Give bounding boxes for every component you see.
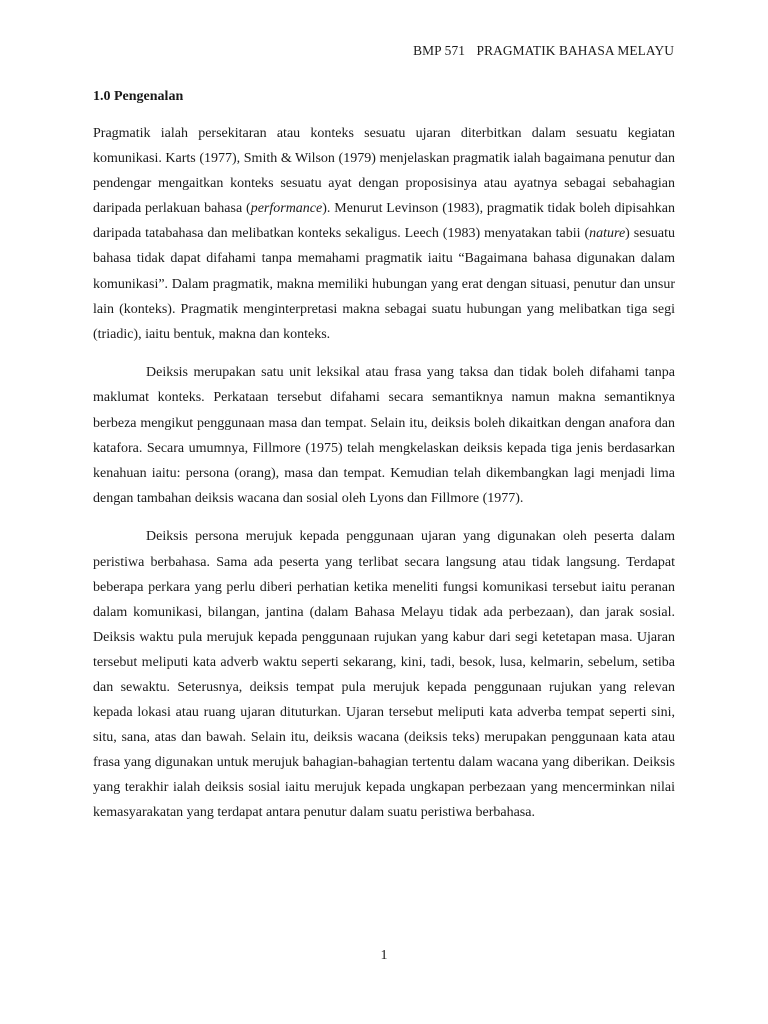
body-text	[93, 121, 675, 826]
text-run: ). Menurut Levinson (1983), pragmatik tidak boleh dipisahkan daripada tatabahasa dan melibatkan konteks sekaligus. Leech (1983) menyatakan tabii (	[93, 201, 675, 242]
paragraph-2	[93, 360, 675, 511]
course-title: PRAGMATIK BAHASA MELAYU	[476, 43, 674, 58]
paragraph-1	[93, 121, 675, 347]
course-code: BMP 571	[413, 43, 466, 58]
text-run: Deiksis merupakan satu unit leksikal atau frasa yang taksa dan tidak boleh difahami tanpa maklumat konteks. Perkataan tersebut difahami secara semantiknya namun makna semantiknya berbeza mengikut penggunaan masa dan tempat. Selain itu, deiksis boleh dikaitkan dengan anafora dan katafora. Secara umumnya, Fillmore (1975) telah mengkelaskan deiksis kepada tiga jenis berdasarkan kenahuan iaitu: persona (orang), masa dan tempat. Kemudian telah dikembangkan lagi menjadi lima dengan tambahan deiksis wacana dan sosial oleh Lyons dan Fillmore (1977).	[93, 365, 675, 506]
text-run: ) sesuatu bahasa tidak dapat difahami tanpa memahami pragmatik iaitu “Bagaimana bahasa digunakan dalam komunikasi”. Dalam pragmatik, makna memiliki hubungan yang erat dengan situasi, penutur dan unsur lain (konteks). Pragmatik menginterpretasi makna sebagai suatu hubungan yang melibatkan tiga segi (triadic), iaitu bentuk, makna dan konteks.	[93, 226, 675, 342]
paragraph-3	[93, 524, 675, 825]
italic-term: nature	[589, 226, 626, 242]
section-heading: 1.0 Pengenalan	[93, 89, 184, 104]
page-number: 1	[380, 948, 388, 963]
running-header	[413, 43, 674, 59]
text-run: Pragmatik ialah persekitaran atau konteks sesuatu ujaran diterbitkan dalam sesuatu kegiatan komunikasi. Karts (1977), Smith & Wilson (1979) menjelaskan pragmatik ialah bagaimana penutur dan pendengar mengaitkan konteks sesuatu ayat dengan proposisinya atau ayatnya sebagai sebahagian daripada perlakuan bahasa (	[93, 126, 675, 217]
italic-term: performance	[250, 201, 323, 217]
text-run: Deiksis persona merujuk kepada penggunaan ujaran yang digunakan oleh peserta dalam peristiwa berbahasa. Sama ada peserta yang terlibat secara langsung atau tidak langsung. Terdapat beberapa perkara yang perlu diberi perhatian ketika meneliti fungsi komunikasi tersebut iaitu peranan dalam komunikasi, bilangan, jantina (dalam Bahasa Melayu tidak ada perbezaan), dan jarak sosial. Deiksis waktu pula merujuk kepada penggunaan rujukan yang kabur dari segi ketetapan masa. Ujaran tersebut meliputi kata adverb waktu seperti sekarang, kini, tadi, besok, lusa, kelmarin, sebelum, setiba dan sewaktu. Seterusnya, deiksis tempat pula merujuk kepada penggunaan rujukan yang relevan kepada lokasi atau ruang ujaran dituturkan. Ujaran tersebut meliputi kata adverba tempat seperti sini, situ, sana, atas dan bawah. Selain itu, deiksis wacana (deiksis teks) merupakan penggunaan kata atau frasa yang digunakan untuk merujuk bahagian-bahagian tertentu dalam wacana yang diberikan. Deiksis yang terakhir ialah deiksis sosial iaitu merujuk kepada ungkapan perbezaan yang mencerminkan nilai kemasyarakatan yang terdapat antara penutur dalam suatu peristiwa berbahasa.	[93, 529, 675, 821]
